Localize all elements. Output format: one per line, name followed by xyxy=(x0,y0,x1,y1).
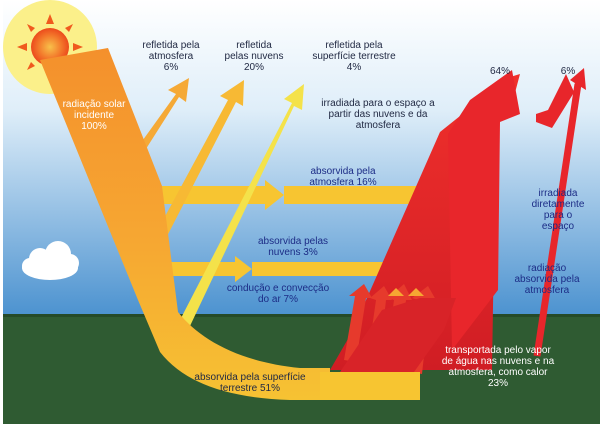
label-emitted-atmosphere: irradiada para o espaço a partir das nuvens e da atmosfera xyxy=(321,98,435,131)
label-direct-space: irradiada diretamente para o espaço xyxy=(531,188,585,232)
label-conduction-convection: condução e convecção do ar 7% xyxy=(226,283,330,305)
label-6: 6% xyxy=(560,66,576,77)
label-absorbed-surface: absorvida pela superfície terrestre 51% xyxy=(194,372,306,394)
label-latent-heat: transportada pelo vapor de água nas nuvens e na atmosfera, como calor 23% xyxy=(441,345,555,389)
label-solar-incoming: radiação solar incidente 100% xyxy=(62,99,126,132)
label-absorbed-clouds: absorvida pelas nuvens 3% xyxy=(257,236,329,258)
label-reflected-clouds: refletida pelas nuvens 20% xyxy=(224,40,284,73)
label-reflected-atmosphere: refletida pela atmosfera 6% xyxy=(142,40,200,73)
label-64: 64% xyxy=(489,66,510,77)
label-absorbed-atmosphere: absorvida pela atmosfera 16% xyxy=(309,166,377,188)
label-reflected-surface: refletida pela superfície terrestre 4% xyxy=(312,40,396,73)
label-absorbed-by-atmosphere: radiação absorvida pela atmosfera xyxy=(514,263,580,296)
flow-surface-absorbed-tail xyxy=(320,372,420,400)
